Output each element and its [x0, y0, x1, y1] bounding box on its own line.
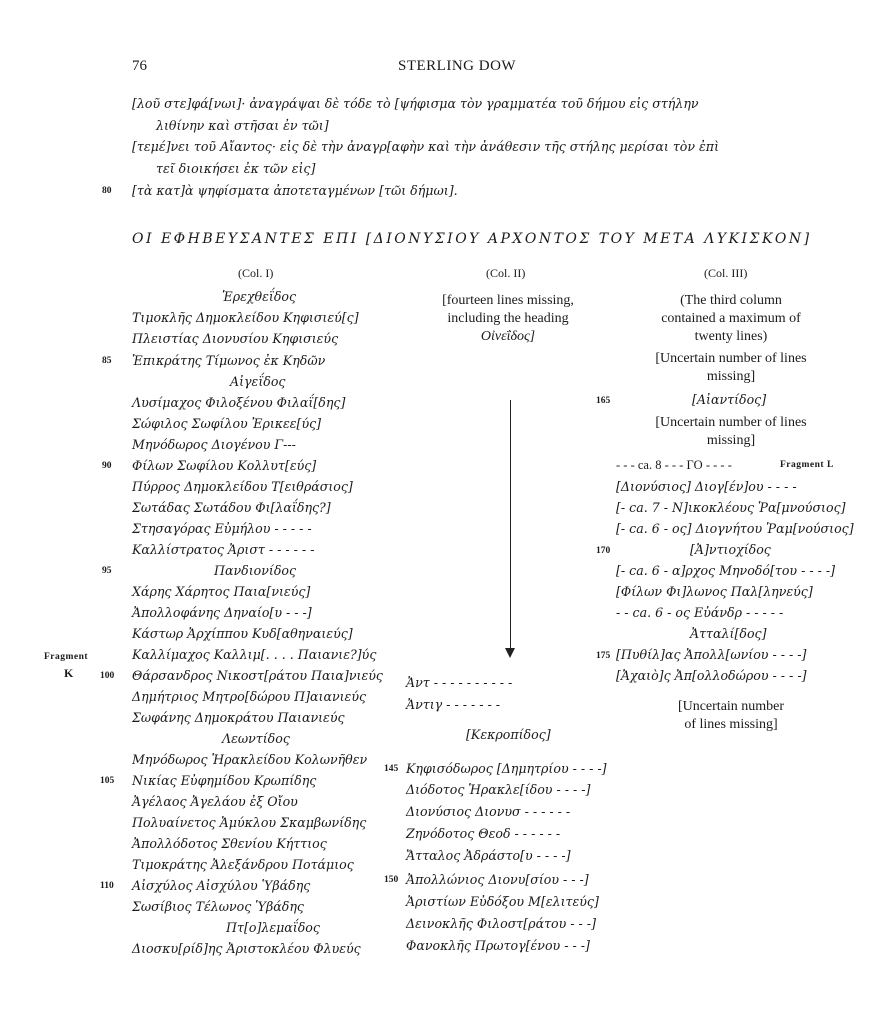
tribe-heading: Αἰγεΐδος	[230, 374, 286, 389]
intro-line-2: λιθίνην καὶ στῆσαι ἐν τῶι]	[156, 118, 329, 133]
col1-line: Καλλίστρατος Ἀριστ - - - - - -	[132, 542, 315, 557]
col1-line: Ἀπολλοφάνης Δηναίο[υ - - -]	[132, 605, 312, 620]
col2-label: (Col. II)	[486, 266, 526, 280]
col1-line: Τιμοκράτης Ἀλεξάνδρου Ποτάμιος	[132, 857, 354, 872]
col1-line: Σωφάνης Δημοκράτου Παιανιεύς	[132, 710, 345, 725]
col1-line: Καλλίμαχος Καλλιμ[. . . . Παιανιε?]ύς	[132, 647, 377, 662]
col1-line: Λυσίμαχος Φιλοξένου Φιλαΐ[δης]	[132, 395, 346, 410]
col2-line: Ζηνόδοτος Θεοδ - - - - - -	[406, 826, 561, 841]
col1-label: (Col. I)	[238, 266, 274, 280]
col1-line: Σωτάδας Σωτάδου Φι[λαΐδης?]	[132, 500, 331, 515]
col1-line: Νικίας Εὐφημίδου Κρωπίδης	[132, 773, 317, 788]
col1-line: Διοσκυ[ρίδ]ης Ἀριστοκλέου Φλυεύς	[132, 941, 361, 956]
col2-line: Ἀπολλώνιος Διονυ[σίου - - -]	[406, 872, 589, 887]
col1-line: Δημήτριος Μητρο[δώρου Π]αιανιεύς	[132, 689, 367, 704]
col3-line: [- ca. 7 - Ν]ικοκλέους Ῥα[μνούσιος]	[616, 500, 846, 515]
line-number: 170	[596, 546, 611, 556]
col1-line: Πύρρος Δημοκλείδου Τ[ειθράσιος]	[132, 479, 353, 494]
intro-line-1: [λοῦ στε]φά[νωι]· ἀναγράψαι δὲ τόδε τὸ [ψήφισμα τὸν γραμματέα τοῦ δήμου εἰς στήλην	[132, 96, 699, 111]
col3-line: [Ἀχαιὸ]ς Ἀπ[ολλοδώρου - - - -]	[616, 668, 807, 683]
line-number: 80	[102, 186, 112, 196]
col1-line: Πλειστίας Διονυσίου Κηφισιεύς	[132, 331, 339, 346]
intro-line-3: [τεμέ]νει τοῦ Αἴαντος· εἰς δὲ τὴν ἀναγρ[αφὴν καὶ τὴν ἀνάθεσιν τῆς στήλης μερίσαι τὸν ἐπὶ	[132, 139, 720, 154]
line-number: 95	[102, 566, 112, 576]
col3-line: [- ca. 6 - ος] Διογνήτου Ῥαμ[νούσιος]	[616, 521, 854, 536]
col2-line: Φανοκλῆς Πρωτογ[ένου - - -]	[406, 938, 590, 953]
col3-note: (The third column contained a maximum of twenty lines)	[661, 293, 801, 344]
col2-line: Ἀντ - - - - - - - - - -	[406, 675, 513, 690]
col3-line: [Πυθίλ]ας Ἀπολλ[ωνίου - - - -]	[616, 647, 807, 662]
tribe-heading: [Κεκροπίδος]	[466, 727, 551, 742]
col1-line: Στησαγόρας Εὐμήλου - - - - -	[132, 521, 312, 536]
section-title: ΟΙ ΕΦΗΒΕΥΣΑΝΤΕΣ ΕΠΙ [ΔΙΟΝΥΣΙΟΥ ΑΡΧΟΝΤΟΣ ΤΟΥ ΜΕΤΑ ΛΥΚΙΣΚΟΝ]	[132, 231, 812, 247]
tribe-heading: [Ἀ]ντιοχίδος	[690, 542, 771, 557]
line-number: 85	[102, 356, 112, 366]
col2-line: Ἀντιγ - - - - - - -	[406, 697, 500, 712]
col1-line: Ἀπολλόδοτος Σθενίου Κήττιος	[132, 836, 327, 851]
tribe-heading: [Αἰαντίδος]	[692, 392, 767, 407]
col1-line: Φίλων Σωφίλου Κολλυτ[εύς]	[132, 458, 317, 473]
line-number: 145	[384, 764, 399, 774]
arrow-line	[510, 400, 511, 650]
col1-line: Αἰσχύλος Αἰσχύλου Ὑβάδης	[132, 878, 311, 893]
tribe-heading: Ἐρεχθεΐδος	[222, 289, 297, 304]
col3-line: [Διονύσιος] Διογ[έν]ου - - - -	[616, 479, 797, 494]
intro-line-5: [τὰ κατ]ὰ ψηφίσματα ἀποτεταγμένων [τῶι δήμωι].	[132, 183, 458, 198]
col3-note: [Uncertain number of lines missing]	[655, 351, 807, 384]
col1-line: Τιμοκλῆς Δημοκλείδου Κηφισιεύ[ς]	[132, 310, 359, 325]
col1-line: Πολυαίνετος Ἀμύκλου Σκαμβωνίδης	[132, 815, 367, 830]
fragment-l-label: Fragment L	[780, 460, 834, 470]
tribe-heading: Λεωντίδος	[222, 731, 290, 746]
col2-line: Ἄτταλος Ἀδράστο[υ - - - -]	[406, 848, 571, 863]
col2-line: Διονύσιος Διονυσ - - - - - -	[406, 804, 571, 819]
tribe-heading: Ἀτταλί[δος]	[690, 626, 767, 641]
col1-line: Κάστωρ Ἀρχίππου Κυδ[αθηναιεύς]	[132, 626, 353, 641]
intro-line-4: τεῖ διοικήσει ἐκ τῶν εἰς]	[156, 161, 316, 176]
col2-line: Ἀριστίων Εὐδόξου Μ[ελιτεύς]	[406, 894, 599, 909]
col1-line: Χάρης Χάρητος Παια[νιεύς]	[132, 584, 311, 599]
col1-line: Ἐπικράτης Τίμωνος ἐκ Κηδῶν	[132, 353, 326, 368]
line-number: 165	[596, 396, 611, 406]
line-number: 150	[384, 875, 399, 885]
col3-line: - - ca. 6 - ος Εὐάνδρ - - - - -	[616, 605, 784, 620]
col3-line: [- ca. 6 - α]ρχος Μηνοδό[του - - - -]	[616, 563, 836, 578]
line-number: 100	[100, 671, 115, 681]
col3-gamma-line: - - - ca. 8 - - - ΓΟ - - - -	[616, 458, 732, 472]
col1-line: Μηνόδωρος Ἡρακλείδου Κολωνῆθεν	[132, 752, 368, 767]
line-number: 105	[100, 776, 115, 786]
col3-note: [Uncertain number of lines missing]	[655, 415, 807, 448]
fragment-k-letter: K	[64, 666, 74, 680]
col1-line: Θάρσανδρος Νικοστ[ράτου Παια]νιεύς	[132, 668, 383, 683]
col1-line: Σωσίβιος Τέλωνος Ὑβάδης	[132, 899, 304, 914]
col3-label: (Col. III)	[704, 266, 748, 280]
col2-note: [fourteen lines missing, including the heading Οἰνεΐδος]	[442, 293, 574, 344]
running-title: STERLING DOW	[398, 58, 517, 74]
arrow-down-icon	[505, 648, 515, 658]
tribe-heading: Πανδιονίδος	[214, 563, 297, 578]
fragment-k-label: Fragment	[44, 652, 89, 662]
line-number: 175	[596, 651, 611, 661]
col2-line: Δεινοκλῆς Φιλοστ[ράτου - - -]	[406, 916, 596, 931]
page-number: 76	[132, 58, 147, 74]
col1-line: Σώφιλος Σωφίλου Ἐρικεε[ύς]	[132, 416, 322, 431]
col1-line: Μηνόδωρος Διογένου Γ---	[132, 437, 296, 452]
tribe-heading: Πτ[ο]λεμαΐδος	[226, 920, 320, 935]
line-number: 90	[102, 461, 112, 471]
line-number: 110	[100, 881, 114, 891]
col1-line: Ἀγέλαος Ἀγελάου ἐξ Οἴου	[132, 794, 298, 809]
col3-line: [Φίλων Φι]λωνος Παλ[ληνεύς]	[616, 584, 813, 599]
col3-note: [Uncertain number of lines missing]	[677, 699, 785, 732]
col2-line: Κηφισόδωρος [Δημητρίου - - - -]	[406, 761, 607, 776]
col2-line: Διόδοτος Ἡρακλε[ίδου - - - -]	[406, 782, 591, 797]
